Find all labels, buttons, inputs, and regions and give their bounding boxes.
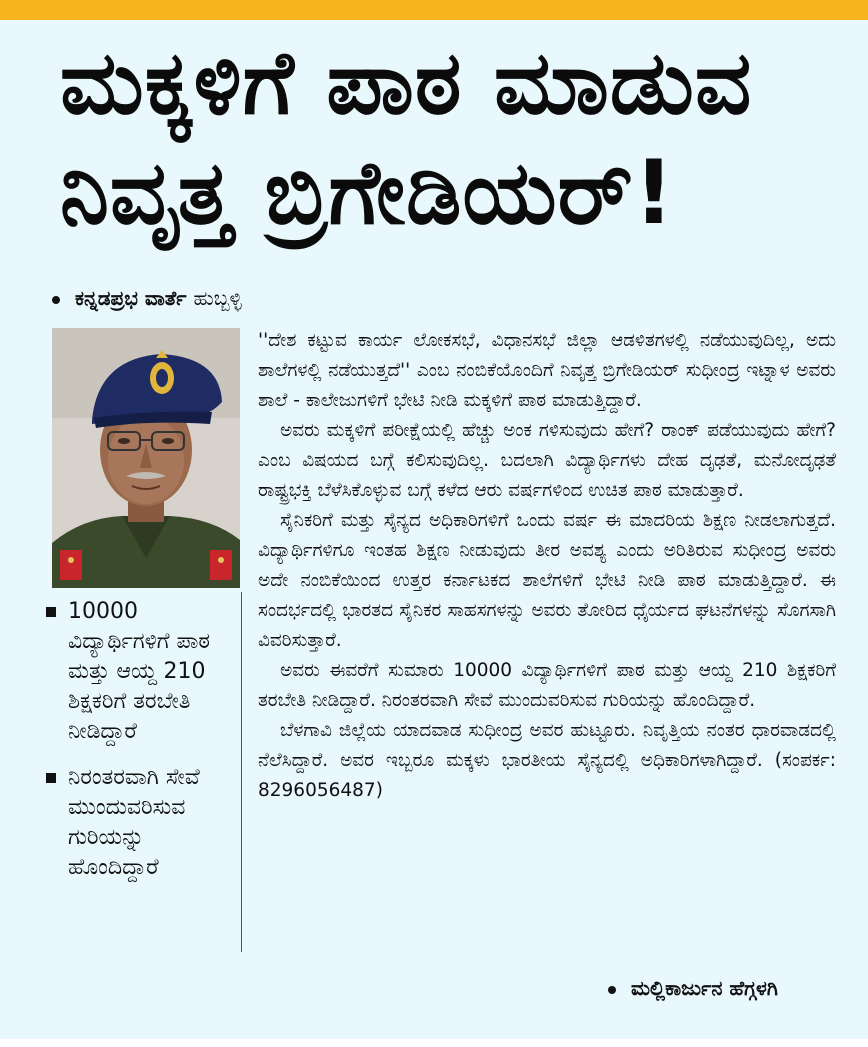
square-bullet-icon <box>46 607 56 617</box>
highlight-point <box>44 763 240 883</box>
dateline <box>52 286 242 310</box>
highlight-text: ನಿರಂತರವಾಗಿ ಸೇವೆ ಮುಂದುವರಿಸುವ ಗುರಿಯನ್ನು ಹೊಂದಿದ್ದಾರೆ <box>68 765 200 880</box>
article-paragraph: ಬೆಳಗಾವಿ ಜಿಲ್ಲೆಯ ಯಾದವಾಡ ಸುಧೀಂದ್ರ ಅವರ ಹುಟ್ಟೂರು. ನಿವೃತ್ತಿಯ ನಂತರ ಧಾರವಾಡದಲ್ಲಿ ನೆಲೆಸಿದ್ದಾರೆ. ಅವರ ಇಬ್ಬರೂ ಮಕ್ಕಳು ಭಾರತೀಯ ಸೈನ್ಯದಲ್ಲಿ ಅಧಿಕಾರಿಗಳಾಗಿದ್ದಾರೆ. (ಸಂಪರ್ಕ: 8296056487) <box>258 720 836 801</box>
sidebar-divider <box>241 592 242 952</box>
article-paragraph: ಅವರು ಮಕ್ಕಳಿಗೆ ಪರೀಕ್ಷೆಯಲ್ಲಿ ಹೆಚ್ಚು ಅಂಕ ಗಳಿಸುವುದು ಹೇಗೆ? ರಾಂಕ್ ಪಡೆಯುವುದು ಹೇಗೆ? ಎಂಬ ವಿಷಯದ ಬಗ್ಗೆ ಕಲಿಸುವುದಿಲ್ಲ. ಬದಲಾಗಿ ವಿದ್ಯಾರ್ಥಿಗಳು ದೇಹ ದೃಢತೆ, ಮನೋದೃಢತೆ ರಾಷ್ಟ್ರಭಕ್ತಿ ಬೆಳೆಸಿಕೊಳ್ಳುವ ಬಗ್ಗೆ ಕಳೆದ ಆರು ವರ್ಷಗಳಿಂದ ಉಚಿತ ಪಾಠ ಮಾಡುತ್ತಾರೆ. <box>258 420 836 501</box>
bullet-dot-icon <box>608 986 616 994</box>
article-body <box>258 326 836 806</box>
article-paragraph: ಅವರು ಈವರೆಗೆ ಸುಮಾರು 10000 ವಿದ್ಯಾರ್ಥಿಗಳಿಗೆ ಪಾಠ ಮತ್ತು ಆಯ್ದ 210 ಶಿಕ್ಷಕರಿಗೆ ತರಬೇತಿ ನೀಡಿದ್ದಾರೆ. ನಿರಂತರವಾಗಿ ಸೇವೆ ಮುಂದುವರಿಸುವ ಗುರಿಯನ್ನು ಹೊಂದಿದ್ದಾರೆ. <box>258 660 836 711</box>
bottom-edge <box>0 1039 868 1047</box>
byline-author: ಮಲ್ಲಿಕಾರ್ಜುನ ಹೆಗ್ಗಳಗಿ <box>630 976 778 1000</box>
byline <box>608 976 778 1000</box>
article-paragraph: ''ದೇಶ ಕಟ್ಟುವ ಕಾರ್ಯ ಲೋಕಸಭೆ, ವಿಧಾನಸಭೆ ಜಿಲ್ಲಾ ಆಡಳಿತಗಳಲ್ಲಿ ನಡೆಯುವುದಿಲ್ಲ, ಅದು ಶಾಲೆಗಳಲ್ಲಿ ನಡೆಯುತ್ತದೆ'' ಎಂಬ ನಂಬಿಕೆಯೊಂದಿಗೆ ನಿವೃತ್ತ ಬ್ರಿಗೇಡಿಯರ್ ಸುಧೀಂದ್ರ ಇಟ್ನಾಳ ಅವರು ಶಾಲೆ - ಕಾಲೇಜುಗಳಿಗೆ ಭೇಟಿ ನೀಡಿ ಮಕ್ಕಳಿಗೆ ಪಾಠ ಮಾಡುತ್ತಿದ್ದಾರೆ. <box>258 330 836 411</box>
dateline-source: ಕನ್ನಡಪ್ರಭ ವಾರ್ತೆ <box>74 286 187 310</box>
brigadier-photo <box>52 328 240 588</box>
highlight-text: 10000 ವಿದ್ಯಾರ್ಥಿಗಳಿಗೆ ಪಾಠ ಮತ್ತು ಆಯ್ದ 210 ಶಿಕ್ಷಕರಿಗೆ ತರಬೇತಿ ನೀಡಿದ್ದಾರೆ <box>68 599 210 744</box>
headline-line-2: ನಿವೃತ್ತ ಬ್ರಿಗೇಡಿಯರ್! <box>60 141 675 244</box>
sidebar-highlights <box>44 597 240 899</box>
article-paragraph: ಸೈನಿಕರಿಗೆ ಮತ್ತು ಸೈನ್ಯದ ಅಧಿಕಾರಿಗಳಿಗೆ ಒಂದು ವರ್ಷ ಈ ಮಾದರಿಯ ಶಿಕ್ಷಣ ನೀಡಲಾಗುತ್ತದೆ. ವಿದ್ಯಾರ್ಥಿಗಳಿಗೂ ಇಂತಹ ಶಿಕ್ಷಣ ನೀಡುವುದು ತೀರ ಅವಶ್ಯ ಎಂದು ಅರಿತಿರುವ ಸುಧೀಂದ್ರ ಅವರು ಅದೇ ನಂಬಿಕೆಯಿಂದ ಉತ್ತರ ಕರ್ನಾಟಕದ ಶಾಲೆಗಳಿಗೆ ಭೇಟಿ ನೀಡಿ ಪಾಠ ಮಾಡುತ್ತಿದ್ದಾರೆ. ಈ ಸಂದರ್ಭದಲ್ಲಿ ಭಾರತದ ಸೈನಿಕರ ಸಾಹಸಗಳನ್ನು ಅವರು ತೋರಿದ ಧೈರ್ಯದ ಘಟನೆಗಳನ್ನು ಸೊಗಸಾಗಿ ವಿವರಿಸುತ್ತಾರೆ. <box>258 510 836 651</box>
portrait-image <box>52 328 240 588</box>
square-bullet-icon <box>46 773 56 783</box>
bullet-dot-icon <box>52 296 60 304</box>
top-color-bar <box>0 0 868 20</box>
dateline-place: ಹುಬ್ಬಳ್ಳಿ <box>193 286 242 310</box>
highlight-point <box>44 597 240 747</box>
headline <box>60 28 860 248</box>
headline-line-1: ಮಕ್ಕಳಿಗೆ ಪಾಠ ಮಾಡುವ <box>60 31 753 134</box>
